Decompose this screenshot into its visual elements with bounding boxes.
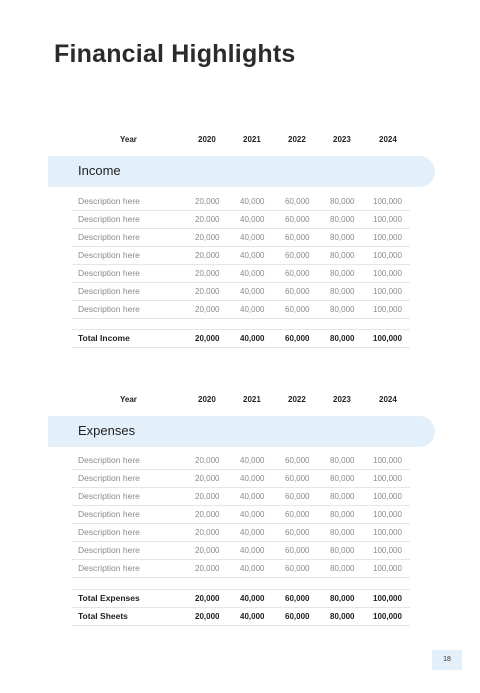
cell-value: 60,000	[285, 287, 310, 296]
cell-value: 60,000	[285, 251, 310, 260]
total-label: Total Sheets	[78, 611, 128, 621]
year-2021: 2021	[243, 135, 261, 144]
cell-value: 40,000	[240, 334, 265, 343]
total-label: Total Expenses	[78, 593, 140, 603]
cell-value: 60,000	[285, 474, 310, 483]
expenses-table	[72, 452, 410, 578]
cell-value: 100,000	[373, 287, 402, 296]
year-label: Year	[120, 395, 137, 404]
page-title: Financial Highlights	[54, 40, 296, 68]
cell-value: 20,000	[195, 251, 220, 260]
table-row	[72, 211, 410, 229]
row-description: Description here	[78, 304, 140, 314]
cell-value: 40,000	[240, 287, 265, 296]
cell-value: 100,000	[373, 546, 402, 555]
cell-value: 100,000	[373, 456, 402, 465]
cell-value: 80,000	[330, 334, 355, 343]
table-row	[72, 506, 410, 524]
cell-value: 100,000	[373, 197, 402, 206]
cell-value: 60,000	[285, 594, 310, 603]
cell-value: 40,000	[240, 456, 265, 465]
row-description: Description here	[78, 232, 140, 242]
cell-value: 80,000	[330, 510, 355, 519]
cell-value: 40,000	[240, 474, 265, 483]
cell-value: 80,000	[330, 492, 355, 501]
year-2023: 2023	[333, 135, 351, 144]
cell-value: 20,000	[195, 564, 220, 573]
cell-value: 100,000	[373, 233, 402, 242]
row-description: Description here	[78, 563, 140, 573]
cell-value: 60,000	[285, 612, 310, 621]
income-totals	[72, 329, 410, 348]
cell-value: 40,000	[240, 251, 265, 260]
table-row	[72, 229, 410, 247]
cell-value: 80,000	[330, 456, 355, 465]
year-2021: 2021	[243, 395, 261, 404]
cell-value: 40,000	[240, 269, 265, 278]
row-description: Description here	[78, 509, 140, 519]
cell-value: 80,000	[330, 215, 355, 224]
row-description: Description here	[78, 214, 140, 224]
year-2024: 2024	[379, 135, 397, 144]
table-row	[72, 542, 410, 560]
cell-value: 80,000	[330, 474, 355, 483]
cell-value: 60,000	[285, 334, 310, 343]
table-row	[72, 524, 410, 542]
cell-value: 100,000	[373, 510, 402, 519]
cell-value: 100,000	[373, 474, 402, 483]
year-2024: 2024	[379, 395, 397, 404]
cell-value: 20,000	[195, 287, 220, 296]
cell-value: 80,000	[330, 546, 355, 555]
cell-value: 60,000	[285, 456, 310, 465]
total-label: Total Income	[78, 333, 130, 343]
cell-value: 100,000	[373, 612, 402, 621]
table-row	[72, 452, 410, 470]
row-description: Description here	[78, 268, 140, 278]
cell-value: 40,000	[240, 215, 265, 224]
cell-value: 100,000	[373, 269, 402, 278]
total-row	[72, 589, 410, 608]
row-description: Description here	[78, 545, 140, 555]
table-row	[72, 488, 410, 506]
cell-value: 40,000	[240, 510, 265, 519]
expenses-band	[48, 416, 435, 447]
table-row	[72, 247, 410, 265]
cell-value: 20,000	[195, 594, 220, 603]
cell-value: 60,000	[285, 305, 310, 314]
cell-value: 100,000	[373, 334, 402, 343]
cell-value: 20,000	[195, 215, 220, 224]
cell-value: 20,000	[195, 492, 220, 501]
cell-value: 20,000	[195, 305, 220, 314]
cell-value: 40,000	[240, 594, 265, 603]
cell-value: 80,000	[330, 269, 355, 278]
row-description: Description here	[78, 250, 140, 260]
cell-value: 80,000	[330, 305, 355, 314]
cell-value: 40,000	[240, 612, 265, 621]
cell-value: 40,000	[240, 528, 265, 537]
cell-value: 20,000	[195, 510, 220, 519]
income-band	[48, 156, 435, 187]
cell-value: 80,000	[330, 594, 355, 603]
cell-value: 20,000	[195, 334, 220, 343]
cell-value: 80,000	[330, 612, 355, 621]
cell-value: 100,000	[373, 528, 402, 537]
cell-value: 60,000	[285, 197, 310, 206]
cell-value: 60,000	[285, 269, 310, 278]
cell-value: 100,000	[373, 251, 402, 260]
cell-value: 80,000	[330, 287, 355, 296]
cell-value: 20,000	[195, 456, 220, 465]
year-2022: 2022	[288, 395, 306, 404]
table-row	[72, 470, 410, 488]
table-row	[72, 301, 410, 319]
page-number: 18	[432, 650, 462, 670]
total-row	[72, 329, 410, 348]
cell-value: 60,000	[285, 564, 310, 573]
row-description: Description here	[78, 473, 140, 483]
cell-value: 60,000	[285, 233, 310, 242]
row-description: Description here	[78, 286, 140, 296]
cell-value: 80,000	[330, 233, 355, 242]
cell-value: 40,000	[240, 492, 265, 501]
cell-value: 60,000	[285, 546, 310, 555]
year-2023: 2023	[333, 395, 351, 404]
cell-value: 100,000	[373, 564, 402, 573]
row-description: Description here	[78, 455, 140, 465]
cell-value: 40,000	[240, 197, 265, 206]
expenses-year-header	[0, 395, 480, 409]
cell-value: 100,000	[373, 492, 402, 501]
total-row	[72, 608, 410, 626]
cell-value: 100,000	[373, 594, 402, 603]
expenses-totals	[72, 589, 410, 626]
income-year-header	[0, 135, 480, 149]
cell-value: 40,000	[240, 305, 265, 314]
cell-value: 60,000	[285, 510, 310, 519]
year-2020: 2020	[198, 135, 216, 144]
cell-value: 20,000	[195, 233, 220, 242]
cell-value: 20,000	[195, 546, 220, 555]
cell-value: 40,000	[240, 233, 265, 242]
table-row	[72, 193, 410, 211]
cell-value: 100,000	[373, 215, 402, 224]
cell-value: 20,000	[195, 528, 220, 537]
cell-value: 80,000	[330, 564, 355, 573]
cell-value: 100,000	[373, 305, 402, 314]
year-label: Year	[120, 135, 137, 144]
cell-value: 60,000	[285, 528, 310, 537]
cell-value: 20,000	[195, 474, 220, 483]
cell-value: 60,000	[285, 492, 310, 501]
row-description: Description here	[78, 527, 140, 537]
cell-value: 40,000	[240, 564, 265, 573]
cell-value: 80,000	[330, 251, 355, 260]
year-2022: 2022	[288, 135, 306, 144]
cell-value: 60,000	[285, 215, 310, 224]
row-description: Description here	[78, 196, 140, 206]
cell-value: 20,000	[195, 269, 220, 278]
income-heading: Income	[78, 163, 121, 178]
row-description: Description here	[78, 491, 140, 501]
table-row	[72, 265, 410, 283]
table-row	[72, 283, 410, 301]
cell-value: 20,000	[195, 197, 220, 206]
cell-value: 80,000	[330, 197, 355, 206]
expenses-heading: Expenses	[78, 423, 136, 438]
year-2020: 2020	[198, 395, 216, 404]
income-table	[72, 193, 410, 319]
cell-value: 20,000	[195, 612, 220, 621]
cell-value: 40,000	[240, 546, 265, 555]
cell-value: 80,000	[330, 528, 355, 537]
table-row	[72, 560, 410, 578]
